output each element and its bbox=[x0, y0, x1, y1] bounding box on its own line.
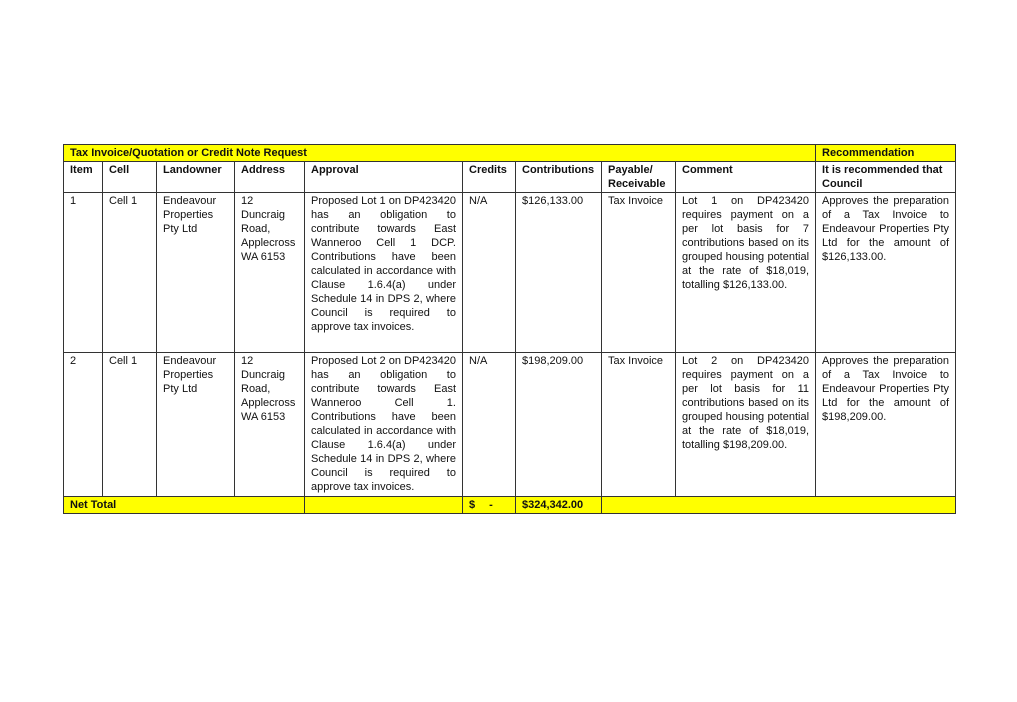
col-header-contributions: Contributions bbox=[516, 162, 602, 193]
landowner: Endeavour Properties Pty Ltd bbox=[157, 353, 235, 497]
col-header-recommendation: It is recommended that Council bbox=[816, 162, 956, 193]
contributions: $126,133.00 bbox=[516, 193, 602, 353]
contributions: $198,209.00 bbox=[516, 353, 602, 497]
approval-text: Proposed Lot 1 on DP423420 has an obligation to contribute towards East Wanneroo Cell 1 DCP. Contributions have been calculated in accordance with Clause 1.6.4(a) under Schedule 14 in DPS 2, where Council is required to approve tax invoices. bbox=[305, 193, 463, 353]
cell-name: Cell 1 bbox=[103, 353, 157, 497]
section-header-row bbox=[64, 145, 956, 162]
net-total-label: Net Total bbox=[64, 497, 305, 514]
col-header-address: Address bbox=[235, 162, 305, 193]
net-total-empty bbox=[602, 497, 956, 514]
col-header-landowner: Landowner bbox=[157, 162, 235, 193]
col-header-item: Item bbox=[64, 162, 103, 193]
item-number: 2 bbox=[64, 353, 103, 497]
table-row bbox=[64, 193, 956, 353]
approval-text: Proposed Lot 2 on DP423420 has an obligation to contribute towards East Wanneroo Cell 1. Contributions have been calculated in accordance with Clause 1.6.4(a) under Schedule 14 in DPS 2, where Council is required to approve tax invoices. bbox=[305, 353, 463, 497]
recommendation-text: Approves the preparation of a Tax Invoice to Endeavour Properties Pty Ltd for the amount of $126,133.00. bbox=[816, 193, 956, 353]
net-total-credits-value: - bbox=[489, 499, 493, 511]
recommendation-text: Approves the preparation of a Tax Invoice to Endeavour Properties Pty Ltd for the amount of $198,209.00. bbox=[816, 353, 956, 497]
col-header-payable-line2: Receivable bbox=[608, 178, 666, 190]
payable-receivable: Tax Invoice bbox=[602, 193, 676, 353]
col-header-payable bbox=[602, 162, 676, 193]
address: 12 Duncraig Road, Applecross WA 6153 bbox=[235, 193, 305, 353]
col-header-credits: Credits bbox=[463, 162, 516, 193]
net-total-credits bbox=[463, 497, 516, 514]
col-header-cell: Cell bbox=[103, 162, 157, 193]
table-row bbox=[64, 353, 956, 497]
credits: N/A bbox=[463, 353, 516, 497]
landowner: Endeavour Properties Pty Ltd bbox=[157, 193, 235, 353]
net-total-approval-empty bbox=[305, 497, 463, 514]
net-total-row bbox=[64, 497, 956, 514]
col-header-comment: Comment bbox=[676, 162, 816, 193]
net-total-contributions: $324,342.00 bbox=[516, 497, 602, 514]
address: 12 Duncraig Road, Applecross WA 6153 bbox=[235, 353, 305, 497]
cell-name: Cell 1 bbox=[103, 193, 157, 353]
credits: N/A bbox=[463, 193, 516, 353]
invoice-request-table bbox=[63, 144, 956, 514]
recommendation-title: Recommendation bbox=[816, 145, 956, 162]
section-title: Tax Invoice/Quotation or Credit Note Request bbox=[64, 145, 816, 162]
comment-text: Lot 2 on DP423420 requires payment on a per lot basis for 11 contributions based on its grouped housing potential at the rate of $18,019, totalling $198,209.00. bbox=[676, 353, 816, 497]
col-header-approval: Approval bbox=[305, 162, 463, 193]
comment-text: Lot 1 on DP423420 requires payment on a per lot basis for 7 contributions based on its grouped housing potential at the rate of $18,019, totalling $126,133.00. bbox=[676, 193, 816, 353]
column-header-row bbox=[64, 162, 956, 193]
payable-receivable: Tax Invoice bbox=[602, 353, 676, 497]
col-header-payable-line1: Payable/ bbox=[608, 164, 653, 176]
item-number: 1 bbox=[64, 193, 103, 353]
net-total-credits-symbol: $ bbox=[469, 499, 476, 511]
